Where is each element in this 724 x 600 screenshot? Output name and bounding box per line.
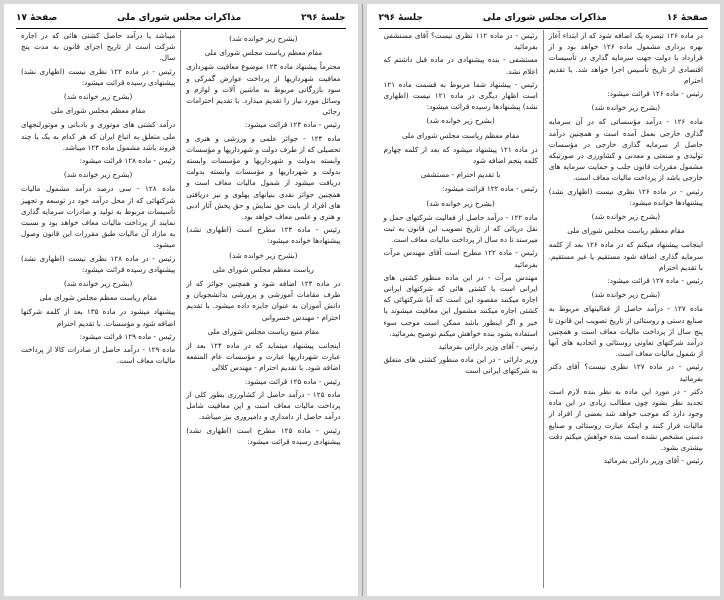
centered-line: مقام معظم مجلس شورای ملی [50, 106, 146, 116]
centered-line: مقام معظم ریاست مجلس شورای ملی [204, 48, 323, 58]
book-spread [4, 4, 720, 596]
paragraph: رئیس - آقای وزیر دارائی بفرمائید [438, 342, 538, 352]
paragraph: ماده ۱۲۷ - درآمد حاصل از فعالیتهای مربوط به صنایع دستی و روستائی از تاریخ تصویب این قانون تا پنج سال از پرداخت مالیات معاف است و همچنین درآمد شرکتهای تعاونی روستائی و اتحادیه های آنها از شمول مالیات معاف است. [548, 304, 703, 359]
text-column [181, 30, 345, 588]
centered-line: (بشرح زیر خوانده شد) [63, 170, 133, 180]
paragraph: ماده ۱۲۸ - سی درصد درآمد مشمول مالیات شرکتهائی که از محل درآمد خود در توسعه و تجهیز تأسیسات مربوط به تولید و صادرات سرمایه گذاری نمایند از پرداخت مالیات معاف خواهد بود و نسبت به مازاد آن مالیات طبق مقررات این قانون وصول میشود. [21, 184, 176, 250]
paragraph: وزیر دارائی - در این ماده منظور کشتی های متعلق به شرکتهای ایرانی است [383, 355, 538, 376]
paragraph: ماده ۱۲۵ - درآمد حاصل از کشاورزی بطور کلی از پرداخت مالیات معاف است و این معافیت شامل درآمد حاصل از دامداری و دامپروری نیز میباشد. [186, 389, 341, 422]
paragraph: مستشفی - بنده پیشنهادی در ماده قبل داشتم که اعلام نشد. [383, 55, 538, 76]
running-head [16, 10, 346, 29]
text-columns [16, 30, 346, 588]
centered-line: با تقدیم احترام - مستشفی [420, 170, 501, 180]
header-session: جلسهٔ ۲۹۶ [301, 13, 346, 23]
paragraph: در ماده ۱۲۱ پیشنهاد میشود که بعد از کلمه چهارم کلمه پنجم اضافه شود [383, 144, 538, 166]
paragraph: اینجانب پیشنهاد مینماید که در ماده ۱۲۴ بعد از عبارت شهرداریها عبارت و مؤسسات عام المنفعه اضافه شود. با تقدیم احترام - مهندس کلالی [186, 341, 341, 373]
centered-line: (بشرح زیر خوانده شد) [591, 290, 661, 300]
paragraph: رئیس - ماده ۱۲۹ قرائت میشود: [79, 331, 176, 341]
paragraph: دکتر - در مورد این ماده به نظر بنده لازم است تجدید نظر بشود چون مطالب زیادی در این ماده وجود دارد که موجب خواهد شد بعضی از افراد از مالیات فرار کنند و اینکه عبارت روستائی و صنایع دستی مشخص نشده است بنده خواهش میکنم دقت بیشتری بشود. [548, 386, 703, 452]
centered-line: مقام منیع ریاست مجلس شورای ملی [207, 326, 320, 336]
centered-line: (بشرح زیر خوانده شد) [63, 92, 133, 102]
header-page-number: صفحهٔ ۱۶ [666, 13, 708, 23]
paragraph: رئیس - در ماده ۱۱۲ نظری نیست؟ آقای مستشفی بفرمائید [383, 31, 538, 52]
centered-line: ریاست معظم مجلس شورای ملی [212, 264, 314, 274]
right-page [367, 4, 721, 596]
centered-line: (بشرح زیر خوانده شد) [426, 198, 495, 208]
paragraph: در ماده ۱۲۶ تبصره یک اضافه شود که از ابتداء آغاز بهره برداری مشمول ماده ۱۲۶ خواهد بود و از قرارداد با دولت جهت سرمایه گذاری در تأسیسات اقتصادی از تاریخ تأسیس اجرا خواهد شد. با تقدیم احترام [548, 31, 703, 85]
paragraph: رئیس - در ماده ۱۲۲ نظری نیست (اظهاری نشد) پیشنهادی رسیده قرائت میشود: [21, 66, 176, 87]
paragraph: محترماً پیشنهاد ماده ۱۲۳ موضوع معافیت شهرداری معافیت شهرداریها از پرداخت عوارض گمرکی و سود بازرگانی مربوط به ماشین آلات و لوازم و وسائل مورد نیاز را تقدیم میدارد. با تقدیم احترامات رجائی [186, 62, 341, 117]
paragraph: ماده ۱۲۲ - درآمد حاصل از فعالیت شرکتهای حمل و نقل دریائی که از تاریخ تصویب این قانون به ثبت میرسند تا ده سال از پرداخت مالیات معاف است. [383, 212, 538, 245]
centered-line: (بشرح زیر خوانده شد) [426, 116, 495, 126]
paragraph: پیشنهاد میشود در ماده ۱۳۵ بعد از کلمه شرکتها اضافه شود و مؤسسات. با تقدیم احترام [21, 307, 176, 328]
paragraph: رئیس - در ماده ۱۲۷ نظری نیست؟ آقای دکتر بفرمائید [548, 362, 703, 383]
paragraph: رئیس - پیشنهاد شما مربوط به قسمت ماده ۱۲۱ است اظهار دیگری در ماده ۱۲۱ نیست (اظهاری نشد) پیشنهادها رسیده قرائت میشود: [383, 79, 538, 112]
page-gutter [362, 4, 363, 596]
paragraph: رئیس - ماده ۱۲۴ مطرح است (اظهاری نشد) پیشنهادها خوانده میشود: [186, 225, 341, 246]
paragraph: ماده ۱۲۹ - درآمد حاصل از صادرات کالا از پرداخت مالیات معاف است. [21, 345, 176, 366]
paragraph: رئیس - ماده ۱۲۸ قرائت میشود: [79, 156, 176, 166]
left-page [4, 4, 358, 596]
centered-line: (بشرح زیر خوانده شد) [591, 103, 661, 113]
paragraph: رئیس - در ماده ۱۲۶ نظری نیست (اظهاری نشد) پیشنهادها خوانده میشود: [548, 186, 703, 207]
header-page-number: صفحهٔ ۱۷ [16, 13, 58, 23]
paragraph: رئیس - ماده ۱۲۶ قرائت میشود: [607, 89, 703, 99]
running-head [379, 10, 709, 29]
header-session: جلسهٔ ۲۹۶ [378, 13, 423, 23]
centered-line: مقام معظم ریاست مجلس شورای ملی [401, 130, 520, 140]
centered-line: (بشرح زیر خوانده شد) [63, 279, 133, 289]
text-column [379, 30, 544, 588]
centered-line: (بشرح زیر خوانده شد) [591, 212, 661, 222]
paragraph: رئیس - آقای وزیر دارائی بفرمائید [603, 456, 703, 466]
paragraph: ماده ۱۲۶ - درآمد مؤسساتی که در آن سرمایه گذاری خارجی بعمل آمده است و همچنین درآمد حاصل از سرمایه گذاری خارجی در مؤسسات تولیدی و صنعتی و معدنی و کشاورزی در صورتیکه مشمول مقررات قانون جلب و حمایت سرمایه های خارجی باشد از پرداخت مالیات معاف است. [548, 117, 703, 183]
text-columns [379, 30, 709, 588]
paragraph: ماده ۱۲۴ - جوائز علمی و ورزشی و هنری و تحصیلی که از طرف دولت و شهرداریها و مؤسسات وابسته بدولت و شهرداریها و مؤسسات وابسته بدولت و شهرداریها و مؤسسات وابسته بدولت دریافت میشود از شمول مالیات معاف است و همچنین جوائز نقدی بنیانهای پهلوی و نیز دریافتی های افراد از بابت حق نمایش و حق پخش آثار ادبی و هنری و علمی معاف خواهد بود. [186, 133, 341, 222]
text-column [16, 30, 181, 588]
paragraph: رئیس - ماده ۱۲۲ قرائت میشود: [442, 184, 538, 194]
centered-line: مقام معظم ریاست مجلس شورای ملی [567, 226, 685, 236]
header-title: مذاکرات مجلس شورای ملی [482, 13, 607, 23]
centered-line: (بشرح زیر خوانده شد) [229, 34, 298, 43]
paragraph: رئیس - ماده ۱۲۵ مطرح است (اظهاری نشد) پیشنهادی رسیده قرائت میشود: [186, 425, 341, 446]
centered-line: (بشرح زیر خوانده شد) [229, 250, 298, 260]
text-column [544, 30, 708, 588]
paragraph: رئیس - ماده ۱۲۲ مطرح است آقای مهندس مرآت بفرمائید [383, 248, 538, 269]
paragraph: رئیس - ماده ۱۲۴ قرائت میشود: [244, 120, 341, 130]
paragraph: میباشد یا درآمد حاصل کشتی هائی که در اجاره شرکت است از تاریخ اجرای قانون به مدت پنج سال. [21, 31, 176, 63]
centered-line: مقام ریاست معظم مجلس شورای ملی [39, 293, 157, 303]
paragraph: اینجانب پیشنهاد میکنم که در ماده ۱۲۶ بعد از کلمه سرمایه گذاری اضافه شود مستقیم یا غیر مستقیم. با تقدیم احترام [548, 240, 704, 272]
paragraph: مهندس مرآت - در این ماده منظور کشتی های ایرانی است یا کشتی هائی که شرکتهای ایرانی اجاره میکنند مقصود این است که آیا شرکتهائی که کشتی اجاره میکنند مشمول این معافیت میشوند یا خیر و اگر اینطور باشد ممکن است موجب سوء استفاده بشود بنده خواهش میکنم توضیح بفرمائید. [383, 272, 538, 338]
paragraph: در ماده ۱۲۴ اضافه شود و همچنین جوائز که از طرف مقامات آموزشی و پرورشی بدانشجویان و دانش آموزان به عنوان جایزه داده میشود. با تقدیم احترام - مهندس خسروانی [186, 279, 341, 322]
paragraph: درآمد کشتی های موتوری و بادبانی و موتورلنجهای ملی متعلق به اتباع ایران که هر کدام به یک یا چند فروند باشد مشمول ماده ۱۲۴ میباشد. [21, 120, 176, 152]
paragraph: رئیس - ماده ۱۲۵ قرائت میشود: [244, 376, 341, 386]
paragraph: رئیس - ماده ۱۲۷ قرائت میشود: [607, 276, 703, 286]
paragraph: رئیس - در ماده ۱۲۸ نظری نیست (اظهاری نشد) پیشنهادی رسیده قرائت میشود: [21, 253, 176, 274]
header-title: مذاکرات مجلس شورای ملی [117, 13, 242, 23]
